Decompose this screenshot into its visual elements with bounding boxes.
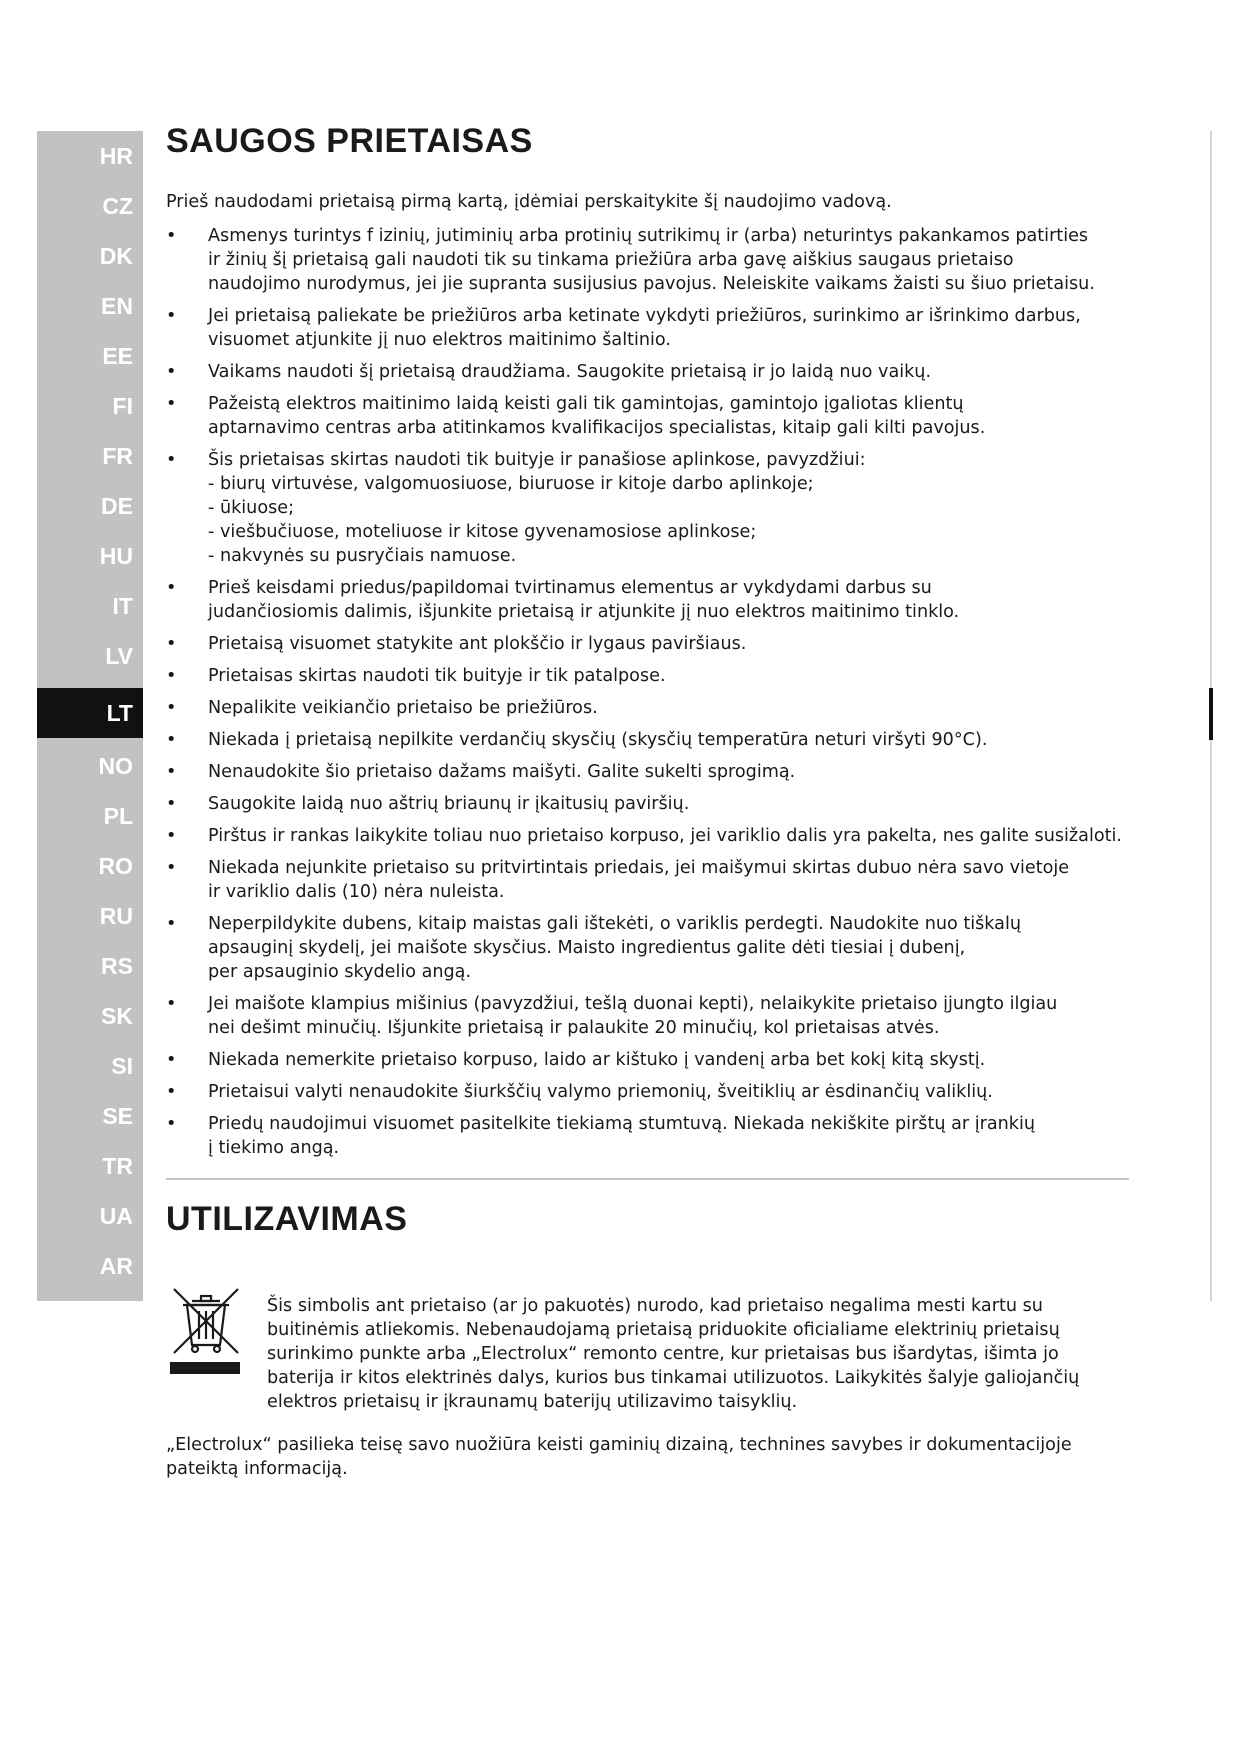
safety-item xyxy=(166,360,1151,384)
safety-item-text: Pažeistą elektros maitinimo laidą keisti gali tik gamintojas, gamintojo įgaliotas klientų aptarnavimo centras arba atitinkamos kvalifikacijos specialistas, kitaip gali kilti pavojus. xyxy=(208,394,986,438)
lang-tab-lv[interactable]: LV xyxy=(105,643,133,669)
bullet-marker: • xyxy=(166,994,177,1014)
manufacturer-disclaimer: „Electrolux“ pasilieka teisę savo nuožiūra keisti gaminių dizainą, technines savybes ir dokumentacijoje pateiktą informaciją. xyxy=(166,1435,1072,1479)
bullet-marker: • xyxy=(166,394,177,414)
section-divider xyxy=(166,1178,1129,1180)
lang-tab-pl[interactable]: PL xyxy=(103,803,133,829)
safety-bullet-list xyxy=(166,224,1151,1168)
lang-tab-ua[interactable]: UA xyxy=(99,1203,133,1229)
bullet-marker: • xyxy=(166,226,177,246)
safety-item-text: Šis prietaisas skirtas naudoti tik buityje ir panašiose aplinkose, pavyzdžiui: - biurų virtuvėse, valgomuosiuose, biuruose ir kitoje darbo aplinkoje; - ūkiuose; - viešbučiuose, moteliuose ir kitose gyvenamosiose aplinkose; - nakvynės su pusryčiais namuose. xyxy=(208,450,866,566)
bullet-marker: • xyxy=(166,858,177,878)
safety-item xyxy=(166,224,1151,296)
safety-item-text: Saugokite laidą nuo aštrių briaunų ir įkaitusių paviršių. xyxy=(208,794,690,814)
lang-tab-lt-active[interactable]: LT xyxy=(37,688,143,738)
safety-item-text: Nenaudokite šio prietaiso dažams maišyti. Galite sukelti sprogimą. xyxy=(208,762,796,782)
bullet-marker: • xyxy=(166,826,177,846)
lang-tab-ro[interactable]: RO xyxy=(98,853,133,879)
safety-item-text: Prietaisui valyti nenaudokite šiurkščių valymo priemonių, šveitiklių ar ėsdinančių valiklių. xyxy=(208,1082,993,1102)
lang-tab-si[interactable]: SI xyxy=(111,1053,133,1079)
safety-item-text: Pirštus ir rankas laikykite toliau nuo prietaiso korpuso, jei variklio dalis yra pakelta, nes galite susižaloti. xyxy=(208,826,1122,846)
safety-item-text: Asmenys turintys f izinių, jutiminių arba protinių sutrikimų ir (arba) neturintys pakankamos patirties ir žinių šį prietaisą gali naudoti tik su tinkama priežiūra arba gavę aiškius saugaus prietaiso naudojimo nurodymus, jei jie supranta susijusius pavojus. Neleiskite vaikams žaisti su šiuo prietaisu. xyxy=(208,226,1095,294)
bullet-marker: • xyxy=(166,1050,177,1070)
lang-tab-en[interactable]: EN xyxy=(101,293,133,319)
safety-item xyxy=(166,448,1151,568)
lang-tab-se[interactable]: SE xyxy=(102,1103,133,1129)
safety-item-text: Prietaisą visuomet statykite ant plokščio ir lygaus paviršiaus. xyxy=(208,634,747,654)
safety-item-text: Prietaisas skirtas naudoti tik buityje ir tik patalpose. xyxy=(208,666,666,686)
safety-item-text: Jei maišote klampius mišinius (pavyzdžiui, tešlą duonai kepti), nelaikykite prietaiso įjungto ilgiau nei dešimt minučių. Išjunkite prietaisą ir palaukite 20 minučių, kol prietaisas atvės. xyxy=(208,994,1058,1038)
safety-item xyxy=(166,856,1151,904)
safety-item-text: Niekada nejunkite prietaiso su pritvirtintais priedais, jei maišymui skirtas dubuo nėra savo vietoje ir variklio dalis (10) nėra nuleista. xyxy=(208,858,1070,902)
weee-crossed-bin-icon xyxy=(166,1281,246,1377)
lang-tab-dk[interactable]: DK xyxy=(99,243,133,269)
safety-section-title: SAUGOS PRIETAISAS xyxy=(166,122,533,160)
lang-tab-ru[interactable]: RU xyxy=(99,903,133,929)
safety-item xyxy=(166,992,1151,1040)
safety-item-text: Niekada nemerkite prietaiso korpuso, laido ar kištuko į vandenį arba bet kokį kitą skystį. xyxy=(208,1050,986,1070)
safety-item xyxy=(166,304,1151,352)
safety-item-text: Niekada į prietaisą nepilkite verdančių skysčių (skysčių temperatūra neturi viršyti 90°C). xyxy=(208,730,988,750)
bullet-marker: • xyxy=(166,1082,177,1102)
safety-item xyxy=(166,760,1151,784)
lang-tab-no[interactable]: NO xyxy=(98,753,133,779)
safety-item xyxy=(166,728,1151,752)
language-tab-bar xyxy=(37,131,143,1301)
bullet-marker: • xyxy=(166,1114,177,1134)
safety-intro: Prieš naudodami prietaisą pirmą kartą, įdėmiai perskaitykite šį naudojimo vadovą. xyxy=(166,192,892,212)
lang-tab-ar[interactable]: AR xyxy=(99,1253,133,1279)
safety-item xyxy=(166,696,1151,720)
safety-item xyxy=(166,664,1151,688)
bullet-marker: • xyxy=(166,914,177,934)
safety-item xyxy=(166,824,1151,848)
lang-tab-cz[interactable]: CZ xyxy=(102,193,133,219)
bullet-marker: • xyxy=(166,450,177,470)
safety-item xyxy=(166,912,1151,984)
safety-item-text: Prieš keisdami priedus/papildomai tvirtinamus elementus ar vykdydami darbus su judančiosiomis dalimis, išjunkite prietaisą ir atjunkite jį nuo elektros maitinimo tinklo. xyxy=(208,578,960,622)
safety-item xyxy=(166,392,1151,440)
safety-item-text: Neperpildykite dubens, kitaip maistas gali ištekėti, o variklis perdegti. Naudokite nuo tiškalų apsauginį skydelį, jei maišote skysčius. Maisto ingredientus galite dėti tiesiai į dubenį, per apsauginio skydelio angą. xyxy=(208,914,1022,982)
safety-item xyxy=(166,1048,1151,1072)
safety-item-text: Priedų naudojimui visuomet pasitelkite tiekiamą stumtuvą. Niekada nekiškite pirštų ar įrankių į tiekimo angą. xyxy=(208,1114,1035,1158)
bullet-marker: • xyxy=(166,698,177,718)
lang-tab-ee[interactable]: EE xyxy=(102,343,133,369)
lang-tab-it[interactable]: IT xyxy=(112,593,133,619)
lang-tab-hu[interactable]: HU xyxy=(99,543,133,569)
safety-item-text: Jei prietaisą paliekate be priežiūros arba ketinate vykdyti priežiūros, surinkimo ar išrinkimo darbus, visuomet atjunkite jį nuo elektros maitinimo šaltinio. xyxy=(208,306,1081,350)
lang-tab-hr[interactable]: HR xyxy=(99,143,133,169)
safety-item-text: Nepalikite veikiančio prietaiso be priežiūros. xyxy=(208,698,598,718)
lang-tab-de[interactable]: DE xyxy=(101,493,133,519)
safety-item xyxy=(166,632,1151,656)
safety-item xyxy=(166,792,1151,816)
disposal-text: Šis simbolis ant prietaiso (ar jo pakuotės) nurodo, kad prietaiso negalima mesti kartu su buitinėmis atliekomis. Nebenaudojamą prietaisą priduokite oficialiame elektrinių prietaisų surinkimo punkte arba „Electrolux“ remonto centre, kur prietaisas bus išardytas, išimta jo baterija ir kitos elektrinės dalys, kurios bus tinkamai utilizuotos. Laikykitės šalyje galiojančių elektros prietaisų ir įkraunamų baterijų utilizavimo taisyklių. xyxy=(267,1296,1080,1412)
disposal-section-title: UTILIZAVIMAS xyxy=(166,1200,408,1238)
safety-item xyxy=(166,1080,1151,1104)
safety-item xyxy=(166,1112,1151,1160)
lang-tab-tr[interactable]: TR xyxy=(102,1153,133,1179)
bullet-marker: • xyxy=(166,666,177,686)
bullet-marker: • xyxy=(166,794,177,814)
bullet-marker: • xyxy=(166,634,177,654)
lang-tab-fi[interactable]: FI xyxy=(112,393,133,419)
bullet-marker: • xyxy=(166,578,177,598)
bullet-marker: • xyxy=(166,762,177,782)
bullet-marker: • xyxy=(166,306,177,326)
safety-item-text: Vaikams naudoti šį prietaisą draudžiama. Saugokite prietaisą ir jo laidą nuo vaikų. xyxy=(208,362,932,382)
right-edge-active-marker xyxy=(1209,688,1213,740)
lang-tab-fr[interactable]: FR xyxy=(102,443,133,469)
lang-tab-rs[interactable]: RS xyxy=(101,953,133,979)
lang-tab-sk[interactable]: SK xyxy=(101,1003,133,1029)
bullet-marker: • xyxy=(166,730,177,750)
safety-item xyxy=(166,576,1151,624)
bullet-marker: • xyxy=(166,362,177,382)
